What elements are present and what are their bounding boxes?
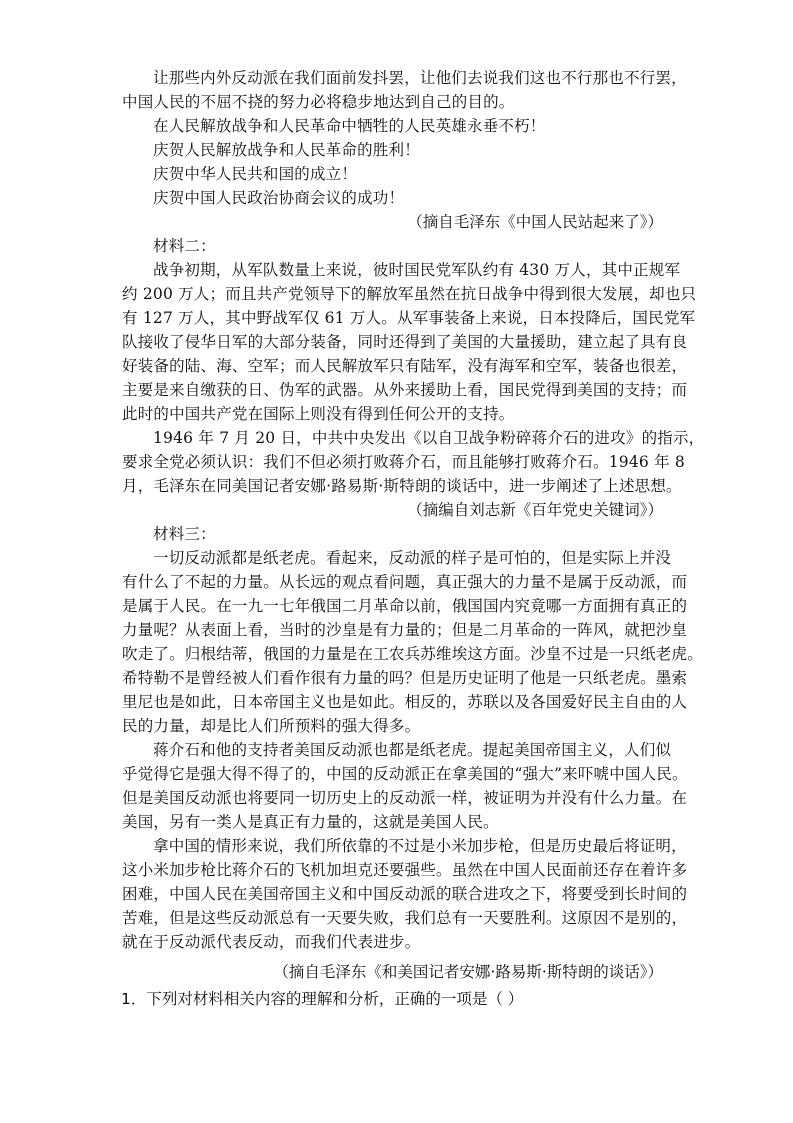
- material-three: [122, 522, 703, 954]
- text-line: 中国人民的不屈不挠的努力必将稳步地达到自己的目的。: [122, 93, 515, 111]
- source-citation: （摘自毛泽东《中国人民站起来了》）: [407, 213, 663, 231]
- text-line: 好装备的陆、海、空军；而人民解放军只有陆军，没有海军和空军，装备也很差，: [122, 357, 688, 375]
- text-line: 让那些内外反动派在我们面前发抖罢，让他们去说我们这也不行那也不行罢，: [153, 69, 687, 87]
- text-line: 月，毛泽东在同美国记者安娜·路易斯·斯特朗的谈话中，进一步阐述了上述思想。: [122, 477, 682, 495]
- text-line: 庆贺中华人民共和国的成立！: [153, 165, 358, 183]
- text-line: 力量呢？从表面上看，当时的沙皇是有力量的；但是二月革命的一阵风，就把沙皇: [122, 621, 688, 639]
- text-line: 主要是来自缴获的日、伪军的武器。从外来援助上看，国民党得到美国的支持；而: [122, 381, 688, 399]
- text-line: 庆贺中国人民政治协商会议的成功！: [153, 189, 405, 207]
- text-line: 困难，中国人民在美国帝国主义和中国反动派的联合进攻之下，将要受到长时间的: [122, 885, 688, 903]
- text-line: 乎觉得它是强大得不得了的，中国的反动派正在拿美国的“强大”来吓唬中国人民。: [122, 765, 688, 783]
- text-line: 蒋介石和他的支持者美国反动派也都是纸老虎。提起美国帝国主义，人们似: [153, 741, 672, 759]
- text-line: 希特勒不是曾经被人们看作很有力量的吗？但是历史证明了他是一只纸老虎。墨索: [122, 669, 688, 687]
- text-line: 但是美国反动派也将要同一切历史上的反动派一样，被证明为并没有什么力量。在: [122, 789, 688, 807]
- text-line: 一切反动派都是纸老虎。看起来，反动派的样子是可怕的，但是实际上并没: [153, 549, 672, 567]
- speech-excerpt: [122, 66, 687, 210]
- text-line: 战争初期，从军队数量上来说，彼时国民党军队约有 430 万人，其中正规军: [153, 261, 681, 279]
- source-citation: （摘自毛泽东《和美国记者安娜·路易斯·斯特朗的谈话》）: [273, 963, 663, 981]
- section-heading: 材料三：: [153, 525, 216, 543]
- text-line: 庆贺人民解放战争和人民革命的胜利！: [153, 141, 420, 159]
- text-line: 苦难，但是这些反动派总有一天要失败，我们总有一天要胜利。这原因不是别的，: [122, 909, 688, 927]
- material-two: [122, 234, 705, 498]
- section-heading: 材料二：: [153, 237, 216, 255]
- text-line: 此时的中国共产党在国际上则没有得到任何公开的支持。: [122, 405, 515, 423]
- text-line: 队接收了侵华日军的大部分装备，同时还得到了美国的大量援助，建立起了具有良: [122, 333, 688, 351]
- text-line: 民的力量，却是比人们所预料的强大得多。: [122, 717, 421, 735]
- text-line: 是属于人民。在一九一七年俄国二月革命以前，俄国国内究竟哪一方面拥有真正的: [122, 597, 688, 615]
- text-line: 里尼也是如此，日本帝国主义也是如此。相反的，苏联以及各国爱好民主自由的人: [122, 693, 688, 711]
- text-line: 有 127 万人，其中野战军仅 61 万人。从军事装备上来说，日本投降后，国民党军: [122, 309, 696, 327]
- text-line: 拿中国的情形来说，我们所依靠的不过是小米加步枪，但是历史最后将证明，: [153, 837, 687, 855]
- text-line: 要求全党必须认识：我们不但必须打败蒋介石，而且能够打败蒋介石。1946 年 8: [122, 453, 685, 471]
- text-line: 美国，另有一类人是真正有力量的，这就是美国人民。: [122, 813, 499, 831]
- text-line: 在人民解放战争和人民革命中牺牲的人民英雄永垂不朽！: [153, 117, 546, 135]
- source-citation: （摘编自刘志新《百年党史关键词》）: [407, 501, 663, 519]
- text-line: 约 200 万人；而且共产党领导下的解放军虽然在抗日战争中得到很大发展，却也只: [122, 285, 697, 303]
- text-line: 就在于反动派代表反动，而我们代表进步。: [122, 933, 421, 951]
- text-line: 吹走了。归根结蒂，俄国的力量是在工农兵苏维埃这方面。沙皇不过是一只纸老虎。: [122, 645, 703, 663]
- text-line: 有什么了不起的力量。从长远的观点看问题，真正强大的力量不是属于反动派，而: [122, 573, 688, 591]
- text-line: 这小米加步枪比蒋介石的飞机加坦克还要强些。虽然在中国人民面前还存在着许多: [122, 861, 688, 879]
- question-stem: 1．下列对材料相关内容的理解和分析，正确的一项是（ ）: [121, 990, 524, 1008]
- text-line: 1946 年 7 月 20 日，中共中央发出《以自卫战争粉碎蒋介石的进攻》的指示，: [153, 429, 705, 447]
